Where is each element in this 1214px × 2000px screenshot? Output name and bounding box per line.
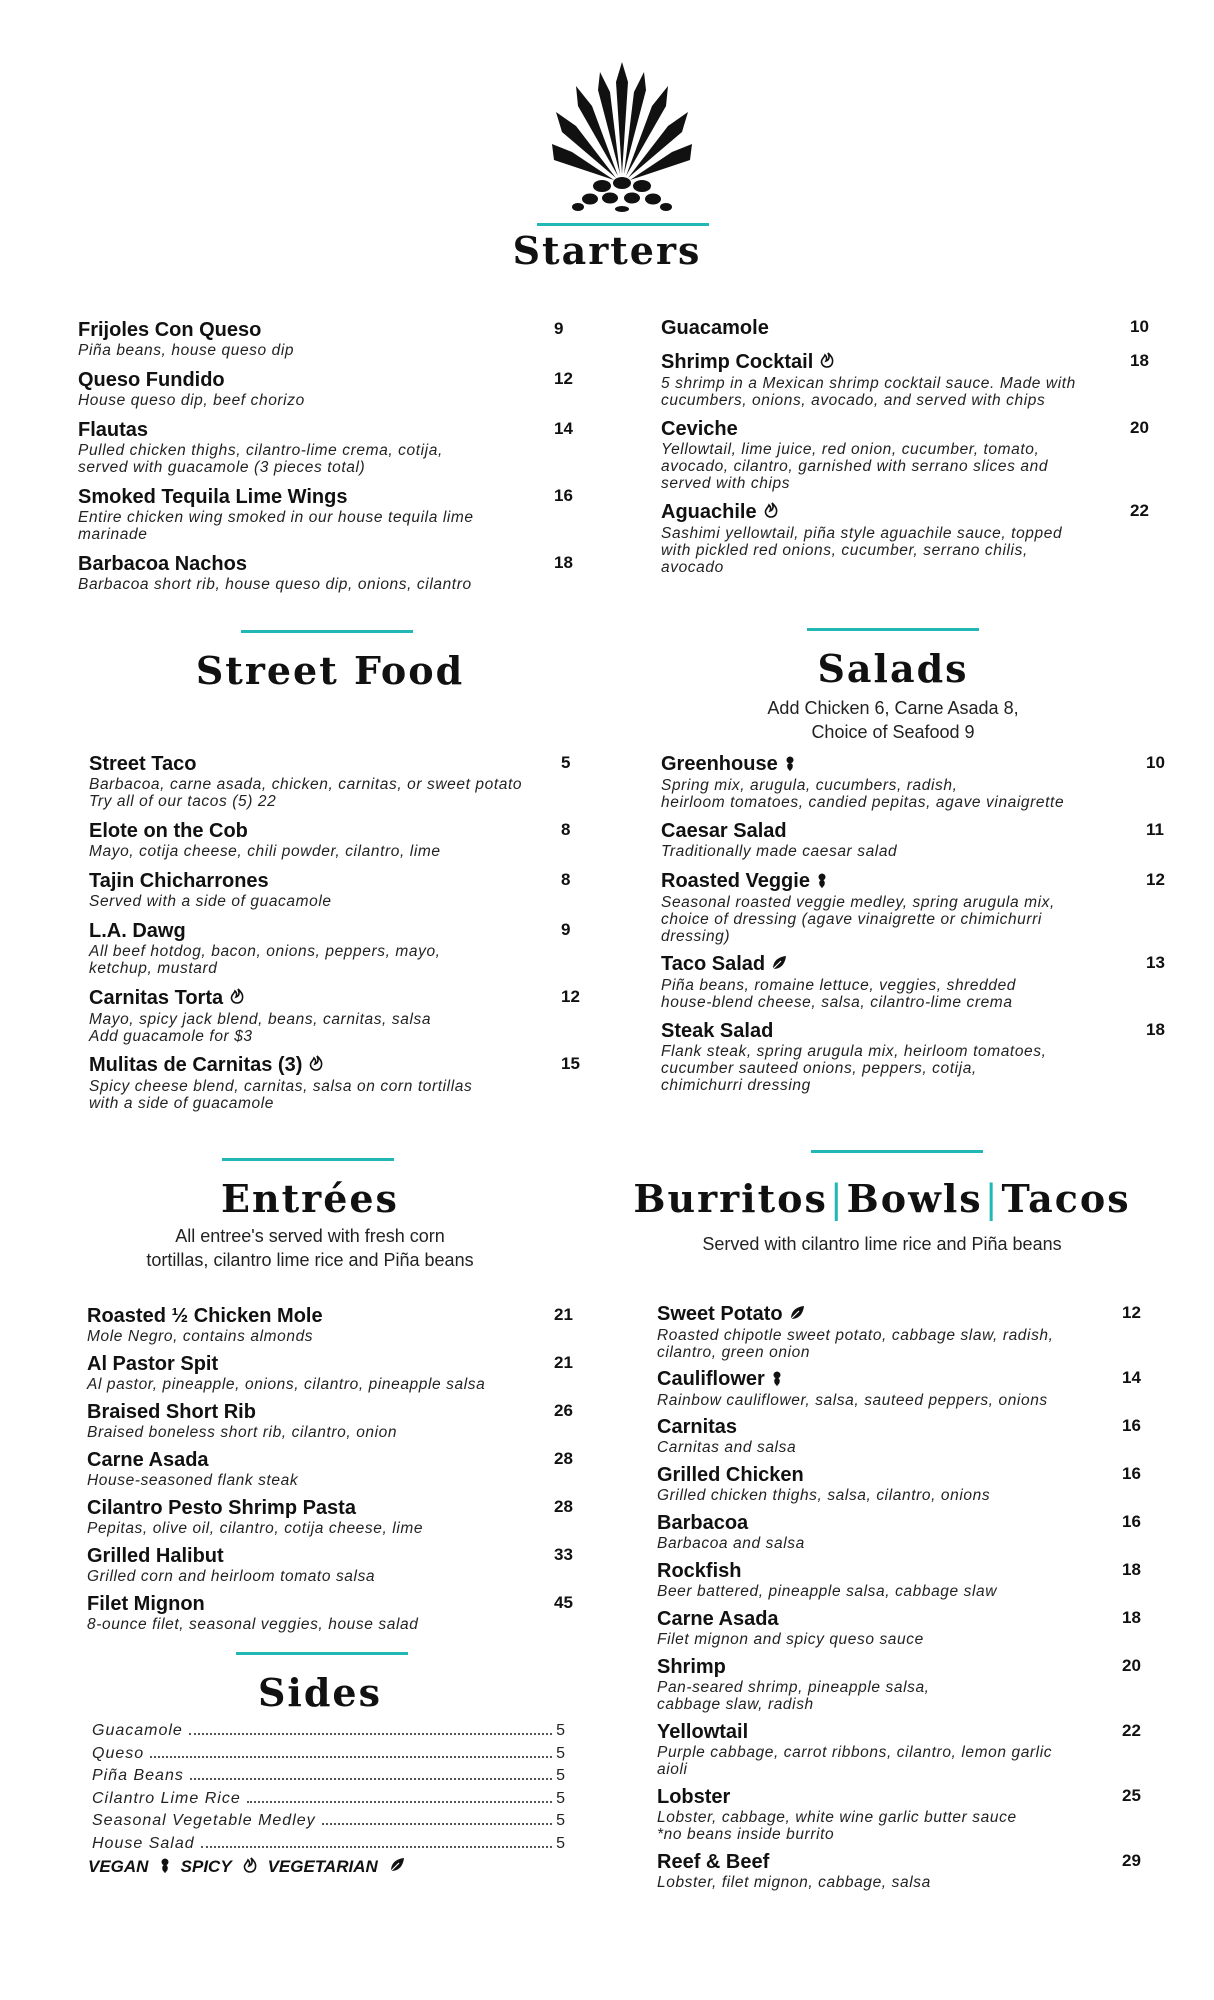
item-description: Mayo, spicy jack blend, beans, carnitas, salsa [89, 1010, 432, 1028]
menu-item [78, 368, 594, 409]
item-name-text: Yellowtail [657, 1721, 749, 1743]
item-name [89, 752, 601, 776]
item-description: served with chips [661, 475, 791, 492]
item-description: marinade [78, 526, 148, 543]
menu-item [661, 316, 1170, 340]
menu-item [661, 752, 1186, 811]
item-price: 11 [1146, 820, 1164, 839]
entrees-rule [222, 1158, 394, 1161]
item-name-text: Shrimp [657, 1656, 726, 1678]
item-price: 18 [554, 553, 573, 572]
menu-item [87, 1352, 594, 1393]
item-price: 16 [554, 486, 573, 505]
side-item [92, 1720, 566, 1742]
vegan-icon [816, 870, 828, 894]
spicy-icon [229, 987, 245, 1011]
item-name-text: Grilled Halibut [87, 1545, 224, 1567]
leader-dots [322, 1823, 552, 1825]
side-item-price: 5 [556, 1744, 566, 1762]
item-description: Roasted chipotle sweet potato, cabbage slaw, radish, [657, 1326, 1054, 1344]
item-name [89, 986, 601, 1011]
item-name-text: Steak Salad [661, 1020, 774, 1042]
side-item-name: Guacamole [92, 1722, 183, 1739]
item-description: House queso dip, beef chorizo [78, 392, 305, 409]
item-description: House-seasoned flank steak [87, 1472, 299, 1489]
item-name [89, 869, 601, 893]
item-name [661, 500, 1170, 525]
legend-spicy-label: SPICY [180, 1856, 232, 1876]
item-price: 8 [561, 870, 571, 889]
item-price: 13 [1146, 953, 1165, 972]
side-item [92, 1788, 566, 1810]
item-price: 20 [1130, 418, 1149, 437]
menu-item [78, 318, 594, 359]
menu-item [87, 1304, 594, 1345]
item-name [661, 417, 1170, 441]
item-description: Served with a side of guacamole [89, 893, 332, 910]
item-name [87, 1352, 594, 1376]
side-item [92, 1765, 566, 1787]
menu-item [657, 1559, 1162, 1600]
side-item-price: 5 [556, 1767, 566, 1784]
burritos-subtitle: Served with cilantro lime rice and Piña beans [702, 1234, 1062, 1254]
item-description: Add guacamole for $3 [89, 1027, 253, 1045]
item-price: 18 [1146, 1020, 1165, 1039]
menu-item [87, 1448, 594, 1489]
item-name-text: Rockfish [657, 1560, 742, 1582]
item-name [87, 1400, 594, 1424]
salads-heading: Salads [817, 646, 969, 691]
item-name [89, 819, 601, 843]
item-price: 12 [561, 987, 580, 1006]
item-description: Pulled chicken thighs, cilantro-lime crema, cotija, [78, 442, 443, 459]
item-name [89, 1053, 601, 1078]
item-name-text: Queso Fundido [78, 369, 225, 391]
sides-heading: Sides [257, 1670, 383, 1715]
item-description: 8-ounce filet, seasonal veggies, house salad [87, 1616, 419, 1633]
item-name-text: Taco Salad [661, 953, 766, 975]
item-price: 12 [1146, 870, 1165, 889]
side-item-name: Queso [92, 1744, 145, 1762]
item-description: chimichurri dressing [661, 1077, 811, 1094]
item-description: choice of dressing (agave vinaigrette or chimichurri [661, 910, 1042, 928]
menu-item [657, 1302, 1162, 1361]
item-description: Yellowtail, lime juice, red onion, cucumber, tomato, [661, 441, 1040, 458]
item-name [661, 952, 1186, 977]
item-name [87, 1592, 594, 1616]
item-name-text: Ceviche [661, 418, 738, 440]
item-name-text: Carnitas [657, 1416, 738, 1438]
item-price: 28 [554, 1497, 573, 1516]
menu-item [87, 1544, 594, 1585]
item-description: cabbage slaw, radish [657, 1696, 814, 1713]
item-name-text: Guacamole [661, 317, 769, 339]
item-name [87, 1304, 594, 1328]
item-price: 12 [1122, 1303, 1141, 1322]
item-price: 29 [1122, 1851, 1141, 1870]
item-name [661, 869, 1186, 894]
menu-item [661, 819, 1186, 860]
vegetarian-icon [789, 1303, 805, 1327]
legend-vegetarian-label: VEGETARIAN [267, 1856, 378, 1876]
menu-item [87, 1400, 594, 1441]
item-price: 21 [554, 1353, 573, 1372]
vegetarian-icon [389, 1857, 405, 1878]
item-price: 9 [561, 920, 571, 939]
item-name [78, 485, 594, 509]
item-description: with pickled red onions, cucumber, serrano chilis, [661, 541, 1028, 559]
leader-dots [150, 1756, 552, 1758]
item-price: 25 [1122, 1786, 1141, 1805]
spicy-icon [819, 351, 835, 375]
item-name-text: Carnitas Torta [89, 987, 224, 1009]
item-name-text: Roasted ½ Chicken Mole [87, 1305, 323, 1327]
salads-subtitle-line: Choice of Seafood 9 [811, 722, 975, 742]
item-price: 16 [1122, 1416, 1141, 1435]
item-name-text: L.A. Dawg [89, 920, 186, 942]
menu-item [89, 986, 601, 1045]
menu-item [657, 1720, 1162, 1778]
menu-item [657, 1367, 1162, 1409]
item-name-text: Al Pastor Spit [87, 1353, 219, 1375]
vegan-icon [784, 753, 796, 777]
menu-item [657, 1511, 1162, 1552]
leader-dots [189, 1733, 552, 1735]
item-description: Rainbow cauliflower, salsa, sauteed peppers, onions [657, 1391, 1048, 1409]
item-name-text: Cauliflower [657, 1368, 765, 1390]
menu-item [78, 552, 594, 593]
item-description: Carnitas and salsa [657, 1439, 797, 1456]
item-price: 21 [554, 1305, 573, 1324]
item-name [78, 368, 594, 392]
item-description: All beef hotdog, bacon, onions, peppers, mayo, [89, 943, 441, 960]
item-name [657, 1720, 1162, 1744]
item-name [661, 752, 1186, 777]
item-name [657, 1559, 1162, 1583]
item-name [657, 1511, 1162, 1535]
menu-item [657, 1415, 1162, 1456]
item-name [657, 1367, 1162, 1392]
salads-rule [807, 628, 979, 631]
street-food-rule [241, 630, 413, 633]
burritos-heading [622, 1176, 1142, 1221]
item-description: Barbacoa short rib, house queso dip, onions, cilantro [78, 576, 472, 593]
item-description: heirloom tomatoes, candied pepitas, agave vinaigrette [661, 793, 1065, 811]
item-name-text: Roasted Veggie [661, 870, 810, 892]
salads-subtitle-line: Add Chicken 6, Carne Asada 8, [767, 698, 1019, 718]
item-name [78, 318, 594, 342]
item-price: 18 [1122, 1560, 1141, 1579]
menu-item [87, 1592, 594, 1633]
entrees-subtitle [110, 1224, 510, 1272]
item-name [657, 1850, 1162, 1874]
side-item-price: 5 [556, 1812, 566, 1829]
menu-item [87, 1496, 594, 1537]
street-food-heading: Street Food [195, 648, 465, 693]
item-name-text: Frijoles Con Queso [78, 319, 262, 341]
menu-item [78, 418, 594, 476]
item-description: Grilled chicken thighs, salsa, cilantro, onions [657, 1487, 991, 1504]
menu-item [661, 869, 1186, 945]
menu-item [78, 485, 594, 543]
item-description: Flank steak, spring arugula mix, heirloom tomatoes, [661, 1043, 1047, 1060]
menu-item [89, 819, 601, 860]
side-item-name: Piña Beans [92, 1767, 184, 1784]
item-name-text: Caesar Salad [661, 820, 787, 842]
item-description: dressing) [661, 927, 731, 945]
leader-dots [247, 1801, 552, 1803]
burritos-title-part: Burritos [633, 1176, 828, 1221]
item-price: 33 [554, 1545, 573, 1564]
item-price: 15 [561, 1054, 580, 1073]
item-price: 10 [1130, 317, 1149, 336]
item-name-text: Elote on the Cob [89, 820, 248, 842]
vegan-icon [159, 1857, 171, 1878]
item-description: Lobster, cabbage, white wine garlic butter sauce [657, 1809, 1017, 1826]
item-name-text: Filet Mignon [87, 1593, 205, 1615]
item-name-text: Sweet Potato [657, 1303, 783, 1325]
item-name-text: Carne Asada [657, 1608, 779, 1630]
item-name-text: Shrimp Cocktail [661, 351, 814, 373]
menu-item [89, 919, 601, 977]
item-price: 12 [554, 369, 573, 388]
item-name-text: Mulitas de Carnitas (3) [89, 1054, 303, 1076]
item-description: avocado [661, 558, 724, 576]
item-description: Pepitas, olive oil, cilantro, cotija cheese, lime [87, 1520, 424, 1537]
menu-item [657, 1850, 1162, 1891]
burritos-rule [811, 1150, 983, 1153]
leader-dots [190, 1778, 552, 1780]
item-name-text: Barbacoa Nachos [78, 553, 247, 575]
starters-heading: Starters [512, 228, 702, 273]
item-description: Piña beans, house queso dip [78, 342, 295, 359]
item-description: Entire chicken wing smoked in our house tequila lime [78, 509, 474, 526]
menu-item [661, 350, 1170, 409]
item-name [87, 1496, 594, 1520]
item-price: 9 [554, 319, 564, 338]
item-description: aioli [657, 1761, 688, 1778]
item-description: Purple cabbage, carrot ribbons, cilantro, lemon garlic [657, 1744, 1053, 1761]
item-price: 26 [554, 1401, 573, 1420]
side-item-price: 5 [556, 1834, 566, 1852]
item-description: Pan-seared shrimp, pineapple salsa, [657, 1679, 930, 1696]
side-item-name: Seasonal Vegetable Medley [92, 1812, 316, 1829]
item-description: cucumbers, onions, avocado, and served with chips [661, 391, 1046, 409]
item-price: 16 [1122, 1512, 1141, 1531]
item-price: 22 [1130, 501, 1149, 520]
item-description: 5 shrimp in a Mexican shrimp cocktail sauce. Made with [661, 374, 1076, 392]
vegan-icon [771, 1368, 783, 1392]
item-price: 8 [561, 820, 571, 839]
item-name-text: Reef & Beef [657, 1851, 770, 1873]
item-name-text: Flautas [78, 419, 149, 441]
menu-item [661, 500, 1170, 576]
title-divider: | [984, 1177, 1000, 1221]
item-name [657, 1607, 1162, 1631]
item-name-text: Cilantro Pesto Shrimp Pasta [87, 1497, 356, 1519]
item-name [78, 552, 594, 576]
item-description: Beer battered, pineapple salsa, cabbage slaw [657, 1583, 998, 1600]
menu-item [661, 1019, 1186, 1094]
starters-rule [537, 223, 709, 226]
sides-rule [236, 1652, 408, 1655]
legend-vegan-label: VEGAN [88, 1856, 149, 1876]
menu-item [661, 952, 1186, 1011]
item-price: 5 [561, 753, 571, 772]
item-description: Braised boneless short rib, cilantro, onion [87, 1424, 398, 1441]
item-name [87, 1544, 594, 1568]
item-description: Piña beans, romaine lettuce, veggies, shredded [661, 976, 1017, 994]
side-item-price: 5 [556, 1722, 566, 1739]
title-divider: | [829, 1177, 845, 1221]
menu-item [89, 869, 601, 910]
item-name [89, 919, 601, 943]
item-description: Seasonal roasted veggie medley, spring arugula mix, [661, 893, 1055, 911]
item-description: Try all of our tacos (5) 22 [89, 793, 277, 810]
item-description: Sashimi yellowtail, piña style aguachile sauce, topped [661, 524, 1063, 542]
item-name-text: Lobster [657, 1786, 731, 1808]
bowls-title-part: Bowls [846, 1176, 983, 1221]
spicy-icon [763, 501, 779, 525]
menu-item [89, 752, 601, 810]
menu-item [661, 417, 1170, 492]
side-item-name: House Salad [92, 1834, 195, 1852]
item-name [661, 316, 1170, 340]
side-item-name: Cilantro Lime Rice [92, 1789, 241, 1807]
item-price: 14 [554, 419, 573, 438]
item-price: 10 [1146, 753, 1165, 772]
item-name [87, 1448, 594, 1472]
item-description: Al pastor, pineapple, onions, cilantro, pineapple salsa [87, 1376, 486, 1393]
side-item-price: 5 [556, 1789, 566, 1807]
item-name [657, 1302, 1162, 1327]
item-name-text: Tajin Chicharrones [89, 870, 269, 892]
item-description: Spicy cheese blend, carnitas, salsa on corn tortillas [89, 1077, 473, 1095]
item-description: avocado, cilantro, garnished with serrano slices and [661, 458, 1049, 475]
menu-item [657, 1463, 1162, 1504]
item-description: cucumber sauteed onions, peppers, cotija, [661, 1060, 977, 1077]
entrees-heading: Entrées [221, 1176, 399, 1221]
item-price: 14 [1122, 1368, 1141, 1387]
menu-item [657, 1785, 1162, 1843]
item-name-text: Grilled Chicken [657, 1464, 804, 1486]
spicy-icon [242, 1856, 258, 1879]
item-name [657, 1655, 1162, 1679]
item-description: Traditionally made caesar salad [661, 843, 898, 860]
dietary-legend [88, 1856, 405, 1879]
item-description: Grilled corn and heirloom tomato salsa [87, 1568, 376, 1585]
item-description: Mayo, cotija cheese, chili powder, cilantro, lime [89, 843, 441, 860]
item-price: 28 [554, 1449, 573, 1468]
item-description: Filet mignon and spicy queso sauce [657, 1631, 924, 1648]
item-price: 20 [1122, 1656, 1141, 1675]
agave-logo [552, 62, 692, 212]
item-name-text: Barbacoa [657, 1512, 749, 1534]
item-name [657, 1785, 1162, 1809]
item-description: Barbacoa and salsa [657, 1535, 805, 1552]
item-price: 22 [1122, 1721, 1141, 1740]
item-name [78, 418, 594, 442]
item-name-text: Carne Asada [87, 1449, 209, 1471]
tacos-title-part: Tacos [1001, 1176, 1131, 1221]
item-description: *no beans inside burrito [657, 1826, 835, 1843]
item-description: Barbacoa, carne asada, chicken, carnitas, or sweet potato [89, 776, 523, 793]
entrees-subtitle-line: tortillas, cilantro lime rice and Piña beans [146, 1250, 474, 1270]
menu-item [657, 1655, 1162, 1713]
item-name-text: Aguachile [661, 501, 757, 523]
item-description: ketchup, mustard [89, 960, 218, 977]
item-price: 45 [554, 1593, 573, 1612]
item-description: Spring mix, arugula, cucumbers, radish, [661, 776, 958, 794]
item-name [657, 1463, 1162, 1487]
leader-dots [201, 1846, 552, 1848]
vegetarian-icon [771, 953, 787, 977]
salads-subtitle [693, 696, 1093, 744]
item-price: 18 [1122, 1608, 1141, 1627]
item-description: cilantro, green onion [657, 1343, 811, 1361]
item-description: house-blend cheese, salsa, cilantro-lime crema [661, 993, 1013, 1011]
menu-item [89, 1053, 601, 1112]
menu-item [657, 1607, 1162, 1648]
item-name [657, 1415, 1162, 1439]
item-description: Lobster, filet mignon, cabbage, salsa [657, 1874, 931, 1891]
item-description: Mole Negro, contains almonds [87, 1328, 314, 1345]
item-description: with a side of guacamole [89, 1094, 274, 1112]
item-price: 16 [1122, 1464, 1141, 1483]
item-name-text: Smoked Tequila Lime Wings [78, 486, 348, 508]
item-description: served with guacamole (3 pieces total) [78, 459, 366, 476]
item-name [661, 819, 1186, 843]
spicy-icon [308, 1054, 324, 1078]
item-name-text: Greenhouse [661, 753, 778, 775]
item-name [661, 350, 1170, 375]
side-item [92, 1833, 566, 1855]
side-item [92, 1743, 566, 1765]
item-price: 18 [1130, 351, 1149, 370]
item-name-text: Street Taco [89, 753, 197, 775]
item-name [661, 1019, 1186, 1043]
item-name-text: Braised Short Rib [87, 1401, 256, 1423]
entrees-subtitle-line: All entree's served with fresh corn [175, 1226, 445, 1246]
side-item [92, 1810, 566, 1832]
